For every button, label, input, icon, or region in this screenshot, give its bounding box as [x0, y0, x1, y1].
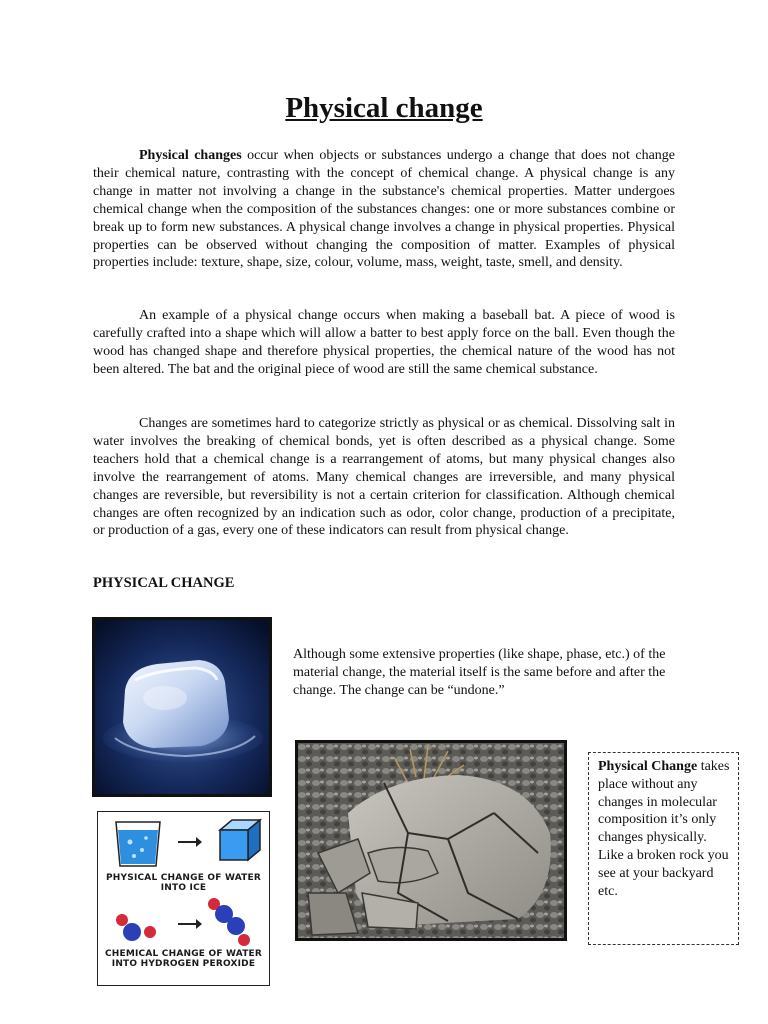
chemical-change-caption: CHEMICAL CHANGE OF WATER INTO HYDROGEN PEROXIDE [104, 949, 263, 969]
section-heading: PHYSICAL CHANGE [93, 575, 235, 591]
intro-paragraph [93, 147, 675, 272]
broken-rock-photo [295, 740, 567, 941]
physical-change-caption: PHYSICAL CHANGE OF WATER INTO ICE [106, 873, 261, 893]
water-glass-icon [116, 822, 160, 866]
page-title: Physical change [285, 92, 483, 124]
intro-text: occur when objects or substances undergo a change that does not change their chemical nature, contrasting with the concept of chemical change. A physical change is any change in matter not involving a change in the substance's chemical properties. Matter undergoes chemical change when the composition of the substances changes: one or more substances combine or break up to form new substances. A physical change involves a change in physical properties. Physical properties can be observed without changing the composition of matter. Examples of physical properties include: texture, shape, size, colour, volume, mass, weight, taste, smell, and density. [93, 148, 675, 271]
ice-cube-illustration [95, 620, 269, 794]
hydrogen-peroxide-molecule-icon [208, 898, 250, 946]
baseball-bat-paragraph [93, 307, 675, 379]
arrow-right-icon [178, 837, 202, 847]
categorize-text: Changes are sometimes hard to categorize strictly as physical or as chemical. Dissolving salt in water involves the breaking of chemical bonds, yet is often described as a physical change. Some teachers hold that a chemical change is a rearrangement of atoms, but many physical changes also involve the rearrangement of atoms. Many chemical changes are irreversible, and many physical changes are reversible, but reversibility is not a certain criterion for classification. Although chemical changes are often recognized by an indication such as odor, color change, production of a precipitate, or production of a gas, every one of these indicators can result from physical change. [93, 416, 675, 539]
change-diagram [97, 811, 270, 986]
physical-change-callout [588, 752, 739, 945]
ice-cube-icon [220, 820, 260, 860]
categorize-paragraph [93, 415, 675, 540]
reversible-change-text: Although some extensive properties (like shape, phase, etc.) of the material change, the material itself is the same before and after the change. The change can be “undone.” [293, 647, 666, 698]
ice-cube-photo [92, 617, 272, 797]
callout-text: takes place without any changes in molecular composition it’s only changes physically. Like a broken rock you see at your backyard etc. [598, 759, 730, 899]
broken-rock-illustration [298, 743, 564, 938]
water-molecule-icon [116, 914, 156, 941]
callout-lead-term: Physical Change [598, 759, 698, 774]
intro-lead-term: Physical changes [139, 148, 242, 163]
arrow-right-icon [178, 919, 202, 929]
baseball-bat-text: An example of a physical change occurs when making a baseball bat. A piece of wood is carefully crafted into a shape which will allow a batter to best apply force on the ball. Even though the wood has changed shape and therefore physical properties, the chemical nature of the wood has not been altered. The bat and the original piece of wood are still the same chemical substance. [93, 308, 675, 377]
